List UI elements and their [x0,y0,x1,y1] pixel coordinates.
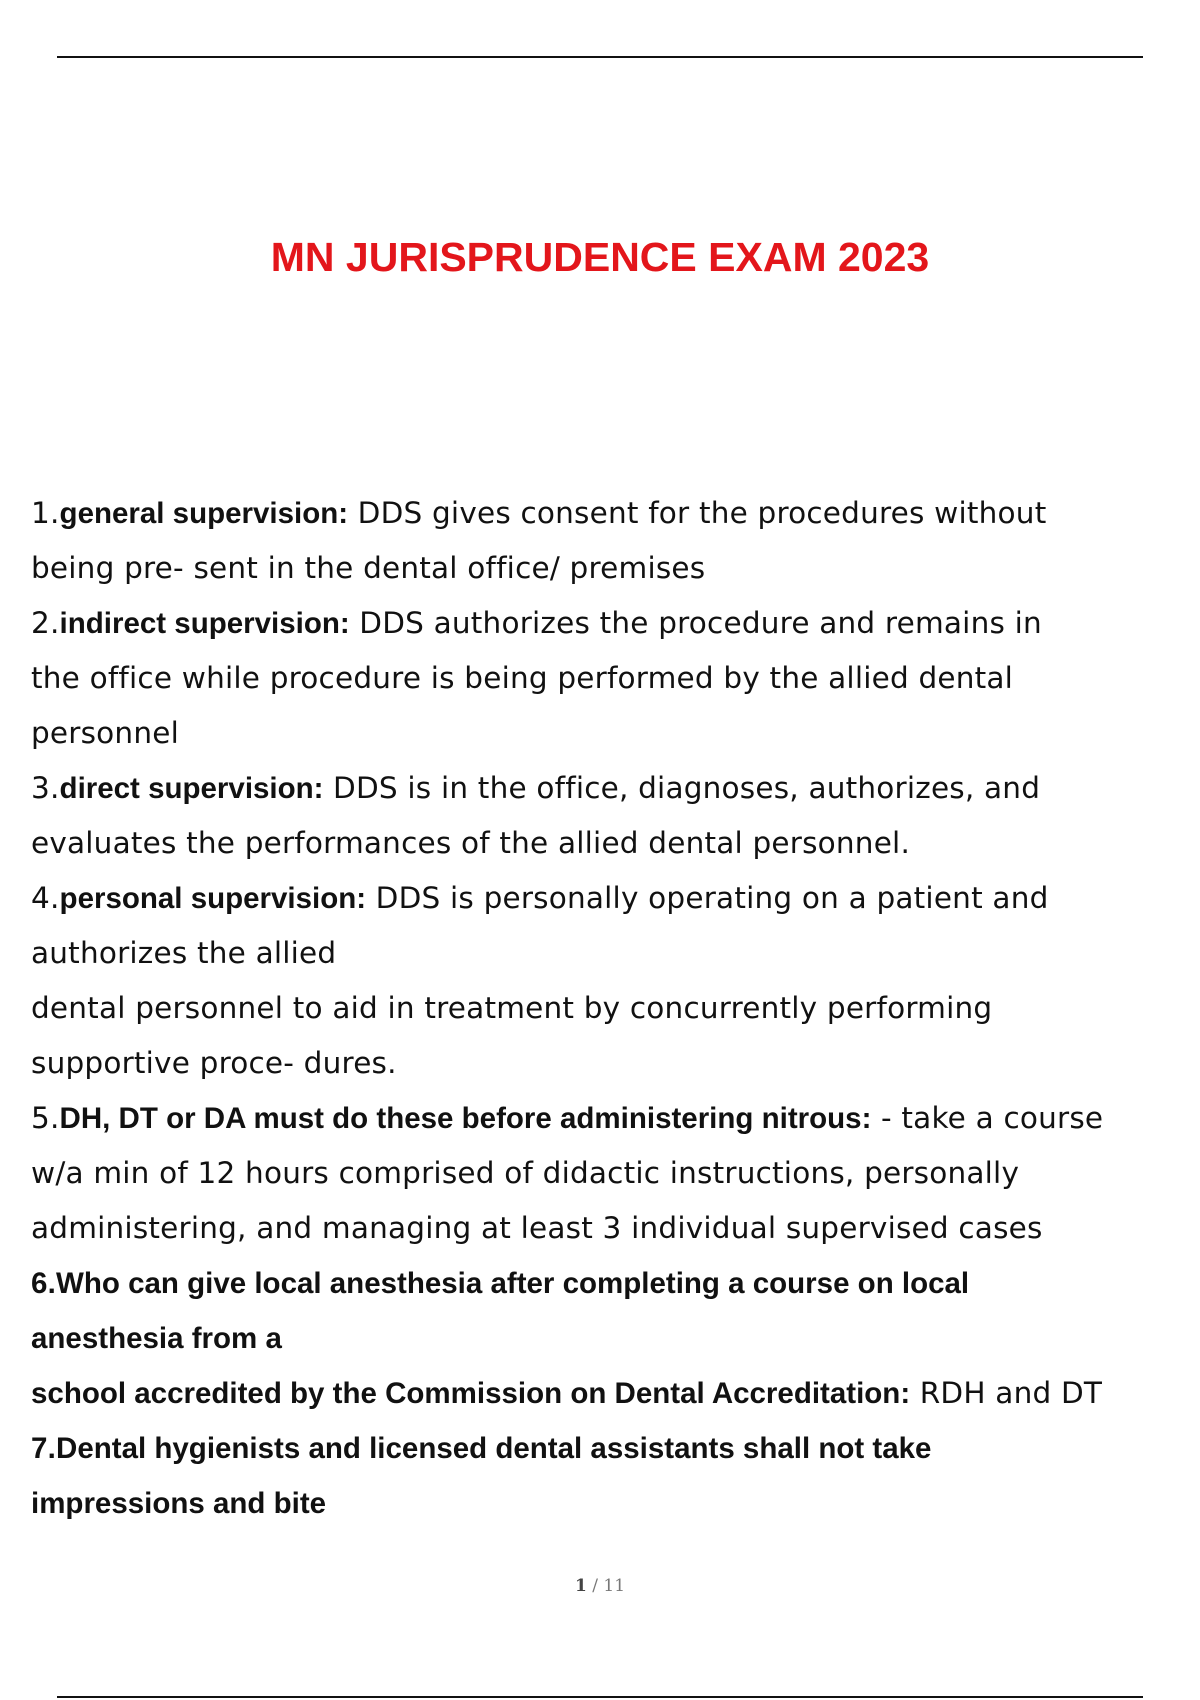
item-number: 3. [31,771,60,805]
item-term: Dental hygienists and licensed dental assistants shall not take [56,1432,932,1465]
item-number: 6. [31,1267,57,1300]
page-separator: / [592,1576,598,1596]
item-definition: - take a course [871,1101,1104,1135]
item-definition: DDS is personally operating on a patient and [366,881,1049,915]
item-term: impressions and bite [31,1487,327,1520]
item-term: general supervision: [59,497,349,530]
item-answer: RDH and DT [910,1376,1103,1410]
item-definition: the office while procedure is being performed by the allied dental [31,661,1014,695]
item-definition: w/a min of 12 hours comprised of didactic instructions, personally [31,1156,1020,1190]
item-term: Who can give local anesthesia after completing a course on local [56,1267,970,1300]
list-item [31,596,1181,761]
list-item [31,1256,1181,1421]
entry-line [31,761,1181,816]
bottom-rule [57,1696,1143,1698]
item-number: 5. [31,1101,60,1135]
top-rule [57,56,1143,58]
item-definition: DDS authorizes the procedure and remains in [349,606,1042,640]
item-definition: being pre- sent in the dental office/ premises [31,551,706,585]
item-definition: dental personnel to aid in treatment by concurrently performing [31,991,993,1025]
item-term: anesthesia from a [31,1322,282,1355]
entry-line [31,1091,1181,1146]
entry-line [31,1366,1181,1421]
list-item [31,871,1181,1091]
item-definition: DDS gives consent for the procedures without [348,496,1047,530]
list-item [31,761,1181,871]
list-item [31,1091,1181,1256]
item-definition: personnel [31,716,179,750]
item-number: 7. [31,1432,57,1465]
item-number: 4. [31,881,60,915]
entry-line [31,1421,1181,1476]
entry-line [31,486,1181,541]
document-body [31,486,1181,1531]
item-definition: administering, and managing at least 3 individual supervised cases [31,1211,1043,1245]
entry-line [31,1256,1181,1311]
page-total: 11 [603,1576,626,1596]
item-definition: evaluates the performances of the allied dental personnel. [31,826,911,860]
item-definition: authorizes the allied [31,936,337,970]
item-term: DH, DT or DA must do these before administering nitrous: [59,1102,872,1135]
item-number: 1. [31,496,60,530]
entry-line [31,871,1181,926]
page-number [0,1576,1200,1596]
document-title: MN JURISPRUDENCE EXAM 2023 [270,234,930,280]
page-current: 1 [574,1576,587,1596]
item-term: personal supervision: [59,882,367,915]
item-number: 2. [31,606,60,640]
item-term: direct supervision: [59,772,324,805]
item-term: indirect supervision: [59,607,350,640]
item-definition: DDS is in the office, diagnoses, authorizes, and [323,771,1041,805]
list-item [31,486,1181,596]
item-definition: supportive proce- dures. [31,1046,397,1080]
list-item [31,1421,1181,1531]
entry-line [31,596,1181,651]
item-term: school accredited by the Commission on Dental Accreditation: [31,1377,911,1410]
